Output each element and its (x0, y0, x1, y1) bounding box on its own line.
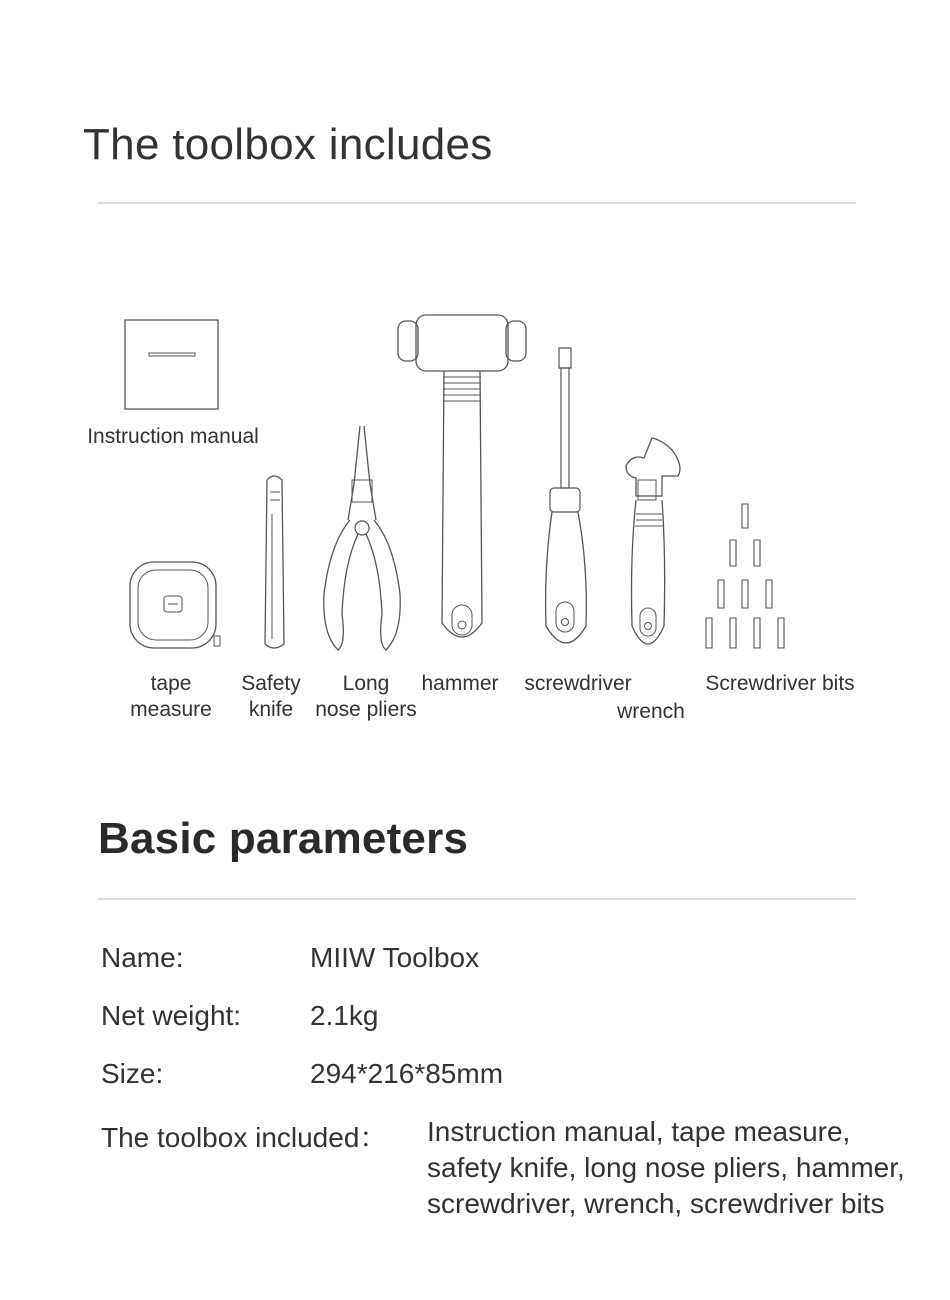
long-nose-pliers-icon (320, 424, 404, 652)
param-value-included-line1: Instruction manual, tape measure, (427, 1116, 851, 1147)
safety-knife-icon (258, 474, 290, 652)
label-pliers-line2: nose pliers (315, 698, 417, 721)
label-hammer: hammer (421, 672, 499, 695)
param-value-name: MIIW Toolbox (310, 942, 480, 973)
label-pliers-line1: Long (342, 672, 390, 695)
screwdriver-icon (542, 346, 590, 652)
param-value-included-line3: screwdriver, wrench, screwdriver bits (427, 1188, 885, 1219)
label-knife-line1: Safety (241, 672, 301, 695)
label-wrench: wrench (617, 700, 685, 723)
label-tape-line1: tape (150, 672, 192, 695)
param-key-size: Size: (101, 1058, 164, 1089)
section-title-basic-parameters: Basic parameters (98, 814, 469, 863)
label-screwdriver: screwdriver (524, 672, 632, 695)
tape-measure-icon (128, 560, 220, 652)
section-title-toolbox-includes: The toolbox includes (83, 120, 493, 169)
param-key-included: The toolbox included： (101, 1122, 388, 1153)
param-value-weight: 2.1kg (310, 1000, 379, 1031)
screwdriver-bits-icon (700, 500, 792, 652)
adjustable-wrench-icon (622, 436, 686, 652)
hammer-icon (396, 313, 528, 653)
param-value-included-line2: safety knife, long nose pliers, hammer, (427, 1152, 905, 1183)
divider (98, 898, 856, 900)
label-tape-line2: measure (130, 698, 212, 721)
instruction-manual-icon (124, 319, 220, 411)
param-key-name: Name: (101, 942, 184, 973)
param-key-weight: Net weight: (101, 1000, 242, 1031)
param-value-size: 294*216*85mm (310, 1058, 504, 1089)
divider (98, 202, 856, 204)
label-instruction-manual: Instruction manual (87, 425, 259, 448)
label-knife-line2: knife (248, 698, 294, 721)
label-screwdriver-bits: Screwdriver bits (705, 672, 855, 695)
